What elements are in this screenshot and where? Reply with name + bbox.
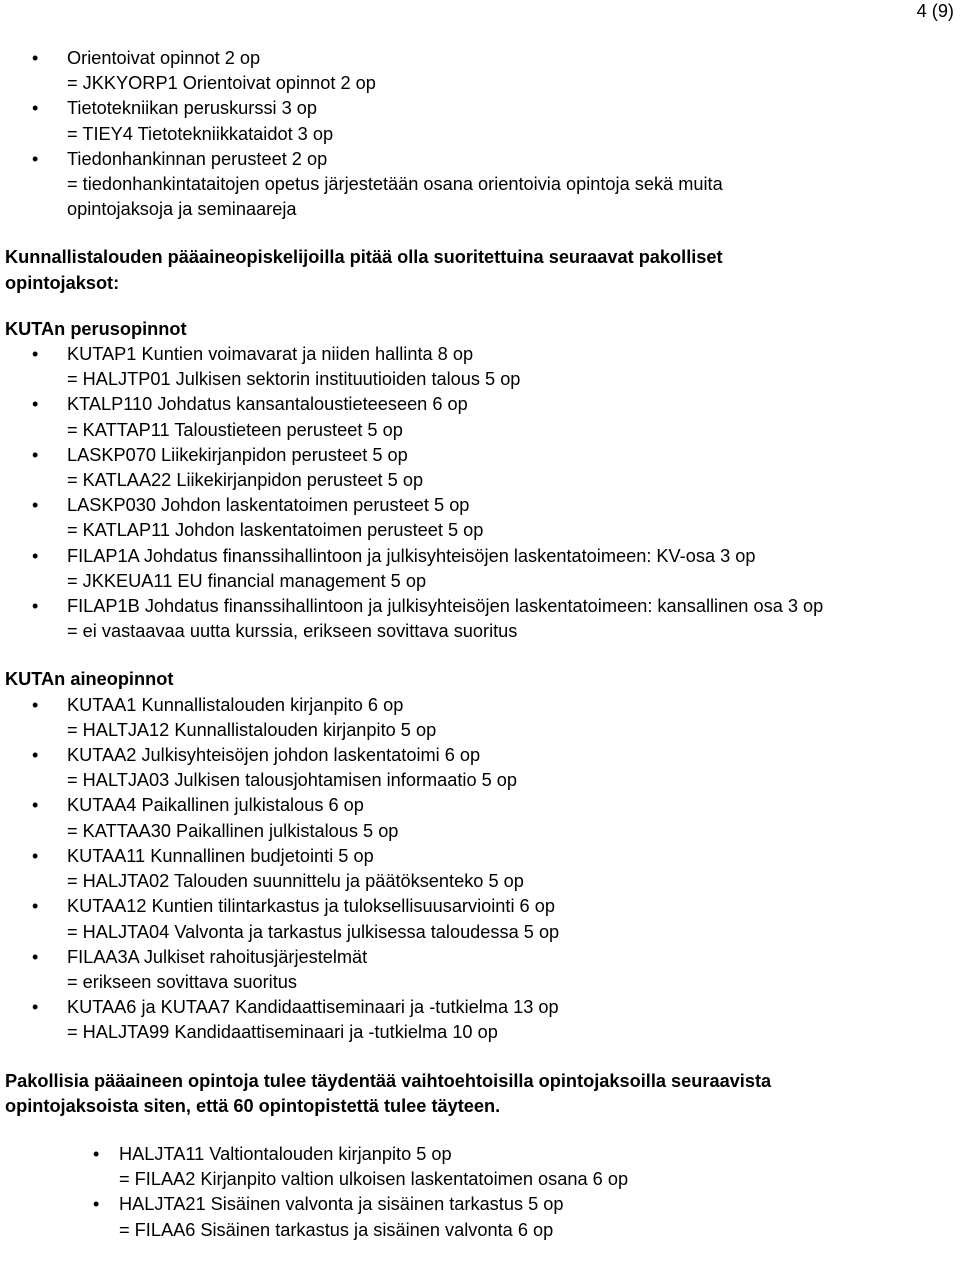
list-item: • HALJTA11 Valtiontalouden kirjanpito 5 op = FILAA2 Kirjanpito valtion ulkoisen laskentatoimen osana 6 op [93, 1143, 629, 1190]
list-item: • FILAP1A Johdatus finanssihallintoon ja julkisyhteisöjen laskentatoimeen: KV-osa 3 op = JKKEUA11 EU financial management 5 op [32, 545, 756, 591]
bullet-icon: • [32, 845, 39, 866]
list-item: • FILAA3A Julkiset rahoitusjärjestelmät = erikseen sovittava suoritus [32, 946, 368, 992]
bullet-icon: • [32, 344, 39, 365]
bullet-icon: • [32, 545, 39, 566]
bullet-icon: • [32, 795, 39, 816]
list-item: • FILAP1B Johdatus finanssihallintoon ja julkisyhteisöjen laskentatoimeen: kansallinen osa 3 op = ei vastaavaa uutta kurssia, erikseen sovittava suoritus [32, 596, 824, 642]
bullet-icon: • [93, 1194, 100, 1215]
supplement-heading: Pakollisia pääaineen opintoja tulee täydentää vaihtoehtoisilla opintojaksoilla seuraavista opintojaksoista siten, että 60 opintopistettä tulee täyteen. [5, 1070, 772, 1116]
bullet-icon: • [32, 946, 39, 967]
list-item: • Tiedonhankinnan perusteet 2 op = tiedonhankintataitojen opetus järjestetään osana orientoivia opintoja sekä muita opintojaksoja ja seminaareja [32, 148, 723, 220]
document-body [5, 46, 955, 1243]
bullet-icon: • [32, 444, 39, 465]
bullet-icon: • [32, 745, 39, 766]
list-item: • KUTAA2 Julkisyhteisöjen johdon laskentatoimi 6 op = HALTJA03 Julkisen talousjohtamisen informaatio 5 op [32, 745, 518, 791]
bullet-icon: • [32, 896, 39, 917]
bullet-icon: • [32, 98, 39, 119]
basic-studies-list [5, 342, 955, 644]
list-item: • HALJTA21 Sisäinen valvonta ja sisäinen tarkastus 5 op = FILAA6 Sisäinen tarkastus ja sisäinen valvonta 6 op [93, 1194, 564, 1240]
list-item: • KUTAA4 Paikallinen julkistalous 6 op = KATTAA30 Paikallinen julkistalous 5 op [32, 795, 399, 841]
bullet-icon: • [32, 596, 39, 617]
requirement-heading: Kunnallistalouden pääaineopiskelijoilla pitää olla suoritettuina seuraavat pakolliset opintojaksot: [5, 247, 723, 293]
list-item: • KUTAA12 Kuntien tilintarkastus ja tuloksellisuusarviointi 6 op = HALJTA04 Valvonta ja tarkastus julkisessa taloudessa 5 op [32, 896, 560, 942]
bullet-icon: • [32, 48, 39, 68]
bullet-icon: • [32, 997, 39, 1018]
bullet-icon: • [32, 148, 39, 169]
optional-list [5, 1142, 955, 1243]
subject-studies-list [5, 693, 955, 1046]
list-item: • KUTAA11 Kunnallinen budjetointi 5 op = HALJTA02 Talouden suunnittelu ja päätöksenteko 5 op [32, 845, 524, 892]
section-heading-subject-studies: KUTAn aineopinnot [5, 669, 174, 690]
page-number: 4 (9) [916, 1, 954, 21]
list-item: • KTALP110 Johdatus kansantaloustieteeseen 6 op = KATTAP11 Taloustieteen perusteet 5 op [32, 394, 468, 440]
list-item: • Orientoivat opinnot 2 op = JKKYORP1 Orientoivat opinnot 2 op [32, 48, 376, 94]
list-item: • Tietotekniikan peruskurssi 3 op = TIEY4 Tietotekniikkataidot 3 op [32, 98, 334, 144]
bullet-icon: • [93, 1143, 100, 1164]
bullet-icon: • [32, 495, 39, 516]
intro-list [5, 46, 955, 222]
list-item: • KUTAP1 Kuntien voimavarat ja niiden hallinta 8 op = HALJTP01 Julkisen sektorin instituutioiden talous 5 op [32, 344, 521, 390]
list-item: • LASKP030 Johdon laskentatoimen perusteet 5 op = KATLAP11 Johdon laskentatoimen perusteet 5 op [32, 495, 484, 541]
bullet-icon: • [32, 694, 39, 715]
section-heading-basic-studies: KUTAn perusopinnot [5, 318, 187, 339]
list-item: • KUTAA6 ja KUTAA7 Kandidaattiseminaari ja -tutkielma 13 op = HALJTA99 Kandidaattiseminaari ja -tutkielma 10 op [32, 997, 559, 1043]
list-item: • LASKP070 Liikekirjanpidon perusteet 5 op = KATLAA22 Liikekirjanpidon perusteet 5 op [32, 444, 424, 491]
bullet-icon: • [32, 394, 39, 415]
list-item: • KUTAA1 Kunnallistalouden kirjanpito 6 op = HALTJA12 Kunnallistalouden kirjanpito 5 op [32, 694, 437, 740]
